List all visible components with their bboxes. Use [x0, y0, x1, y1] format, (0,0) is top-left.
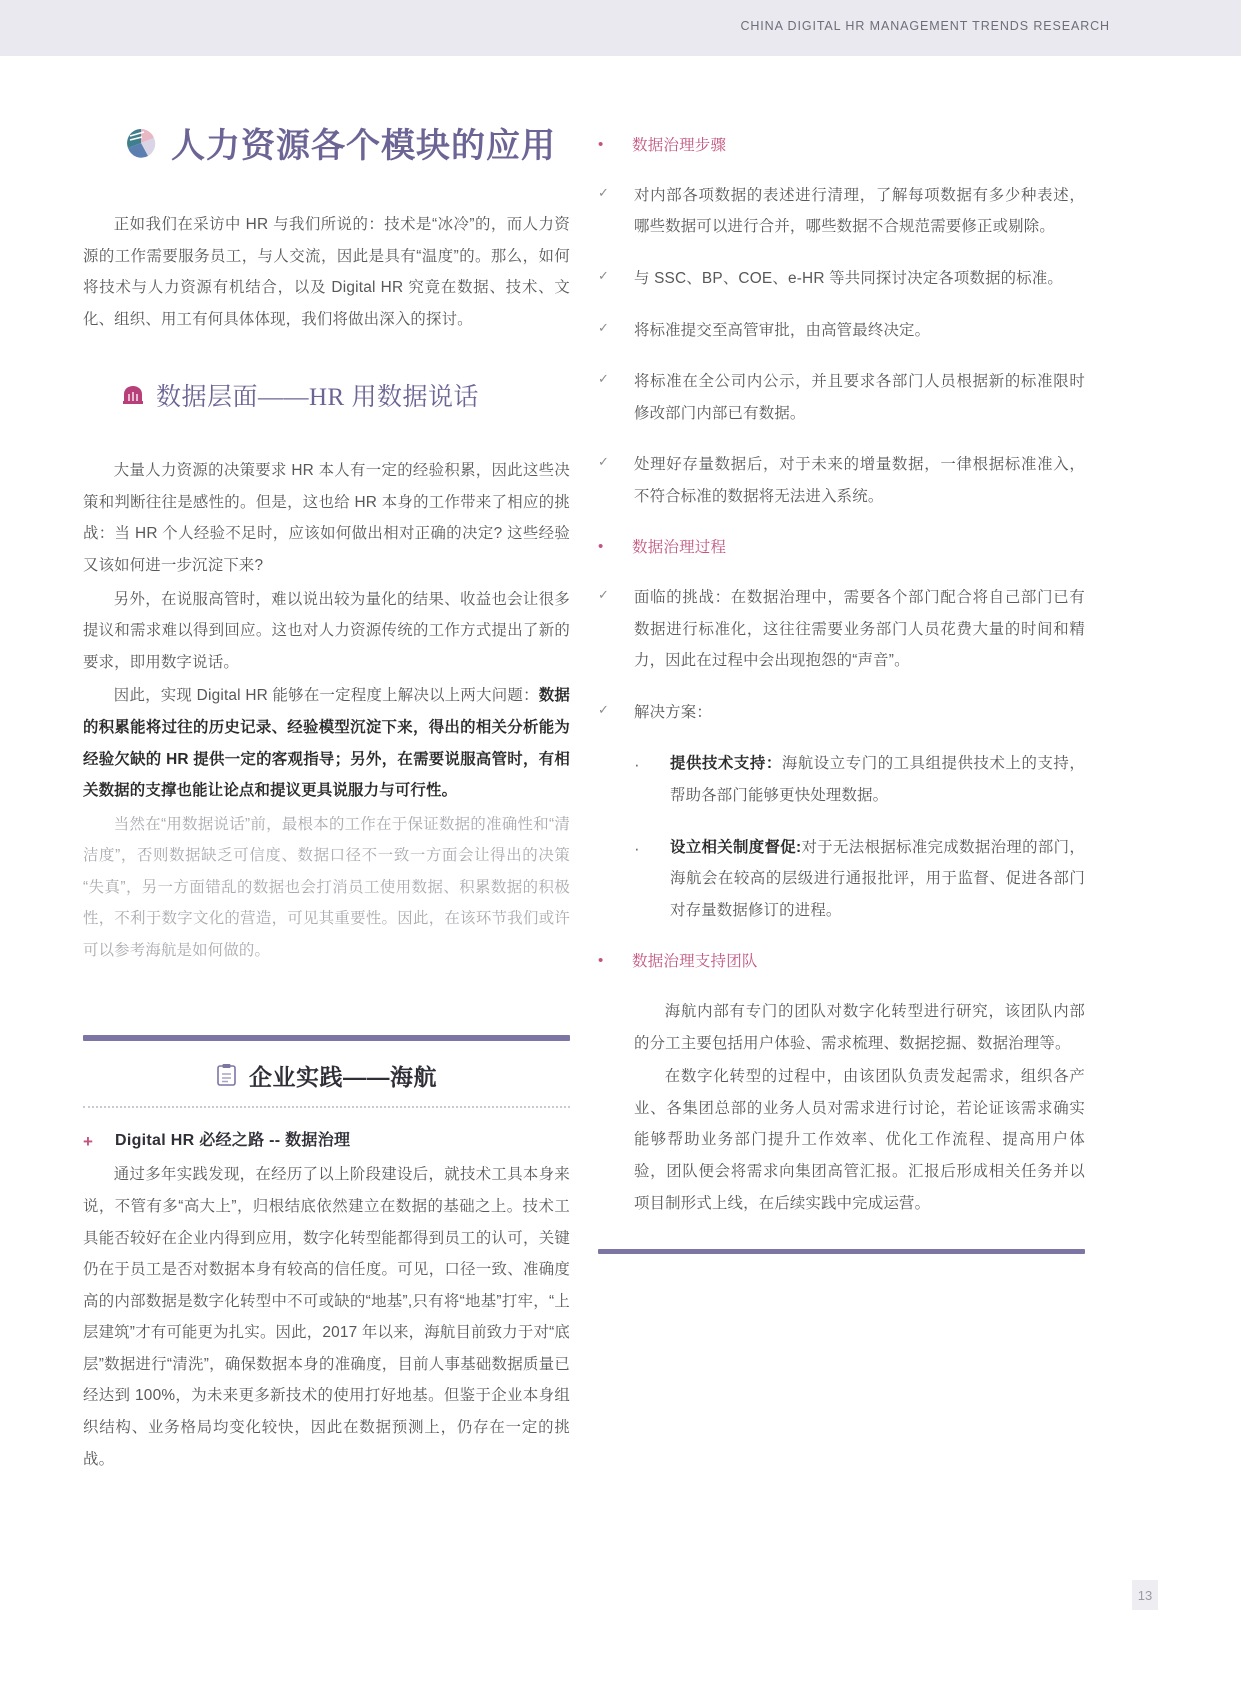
sub-list-item: [634, 748, 1085, 811]
page-number-badge: [1132, 1580, 1158, 1610]
list-item: [598, 366, 1085, 429]
sub-list-item: [634, 832, 1085, 927]
check-icon: ✓: [598, 587, 609, 603]
check-icon: ✓: [598, 319, 609, 335]
crown-icon: [121, 383, 145, 407]
section-heading-row: [598, 130, 1085, 162]
case-study-heading-text: 企业实践——海航: [249, 1063, 437, 1090]
case-study-subheading-text: Digital HR 必经之路 -- 数据治理: [115, 1131, 351, 1149]
sub-list-item-body: 对于无法根据标准完成数据治理的部门，海航会在较高的层级进行通报批评，用于监督、促进各部门对存量数据修订的进程。: [670, 838, 1085, 919]
clipboard-icon: [216, 1063, 237, 1087]
middot-icon: ·: [634, 755, 640, 775]
emphasis-lead: 因此，实现 Digital HR 能够在一定程度上解决以上两大问题：: [113, 687, 539, 705]
list-item: [598, 263, 1085, 295]
page-body: [0, 56, 1241, 1684]
list-item-text: 将标准提交至高管审批，由高管最终决定。: [634, 321, 931, 339]
list-item-text: 与 SSC、BP、COE、e-HR 等共同探讨决定各项数据的标准。: [634, 269, 1064, 287]
pie-chart-icon: [124, 126, 158, 160]
plus-icon: +: [83, 1131, 93, 1151]
spacer: [83, 967, 570, 1009]
check-icon: ✓: [598, 454, 609, 470]
sub-list-item-label: 提供技术支持：: [670, 755, 782, 773]
list-item-text: 将标准在全公司内公示，并且要求各部门人员根据新的标准限时修改部门内部已有数据。: [634, 373, 1085, 422]
check-icon: ✓: [598, 701, 609, 717]
case-study-subheading: [83, 1130, 570, 1154]
sub-list-item-body: 海航设立专门的工具组提供技术上的支持，帮助各部门能够更快处理数据。: [670, 755, 1085, 805]
sub-section-heading-text: 数据层面——HR 用数据说话: [156, 384, 479, 412]
case-study-body: 通过多年实践发现，在经历了以上阶段建设后，就技术工具本身来说，不管有多“高大上”，归根结底依然建立在数据的基础之上。技术工具能否较好在企业内得到应用，数字化转型能都得到员工的认可，关键仍在于员工是否对数据本身有较高的信任度。可见，口径一致、准确度高的内部数据是数字化转型中不可或缺的“地基”,只有将“地基”打牢，“上层建筑”才有可能更为扎实。因此，2017 年以来，海航目前致力于对“底层”数据进行“清洗”，确保数据本身的准确度，目前人事基础数据质量已经达到 100%，为未来更多新技术的使用打好地基。但鉴于企业本身组织结构、业务格局均变化较快，因此在数据预测上，仍存在一定的挑战。: [83, 1166, 570, 1468]
sub-list-item-label: 设立相关制度督促:: [670, 838, 802, 856]
emphasis-paragraph: [83, 680, 570, 806]
list-item: [598, 697, 1085, 729]
sub-list-item-text: [670, 748, 1085, 811]
list-item: [598, 180, 1085, 243]
case-study-dotted-rule: [83, 1106, 570, 1108]
emphasis-bold: 数据的积累能将过往的历史记录、经验模型沉淀下来，得出的相关分析能为经验欠缺的 HR 提供一定的客观指导；另外，在需要说服高管时，有相关数据的支撑也能让论点和提议更具说服力与可行性。: [83, 687, 570, 800]
list-item: [598, 582, 1085, 677]
case-study-top-rule: [83, 1035, 570, 1041]
section-heading-row: [598, 532, 1085, 564]
intro-paragraph: 正如我们在采访中 HR 与我们所说的：技术是“冰冷”的，而人力资源的工作需要服务员工，与人交流，因此是具有“温度”的。那么，如何将技术与人力资源有机结合，以及 Digital HR 究竟在数据、技术、文化、组织、用工有何具体体现，我们将做出深入的探讨。: [83, 216, 570, 328]
left-column: [83, 56, 570, 1475]
list-item: [598, 449, 1085, 512]
paragraph: 在数字化转型的过程中，由该团队负责发起需求，组织各产业、各集团总部的业务人员对需求进行讨论，若论证该需求确实能够帮助业务部门提升工作效率、优化工作流程、提高用户体验，团队便会将需求向集团高管汇报。汇报后形成相关任务并以项目制形式上线，在后续实践中完成运营。: [634, 1068, 1085, 1212]
spacer: [83, 167, 570, 209]
chapter-title-text: 人力资源各个模块的应用: [171, 128, 556, 165]
running-header-title: CHINA DIGITAL HR MANAGEMENT TRENDS RESEARCH: [740, 19, 1110, 33]
check-icon: ✓: [598, 371, 609, 387]
section-heading-text: 数据治理过程: [632, 539, 727, 557]
sub-list-item-text: [670, 832, 1085, 927]
section-heading-text: 数据治理支持团队: [632, 953, 758, 971]
chapter-title: [124, 118, 570, 167]
paragraph: 大量人力资源的决策要求 HR 本人有一定的经验积累，因此这些决策和判断往往是感性的。但是，这也给 HR 本身的工作带来了相应的挑战：当 HR 个人经验不足时，应该如何做出相对正确的决定? 这些经验又该如何进一步沉淀下来?: [83, 462, 570, 575]
sub-section-heading: [121, 377, 570, 413]
right-column: [598, 56, 1085, 1254]
spacer: [83, 413, 570, 455]
bullet-dot-icon: •: [598, 952, 604, 970]
paragraph: 另外，在说服高管时，难以说出较为量化的结果、收益也会让很多提议和需求难以得到回应。这也对人力资源传统的工作方式提出了新的要求，即用数字说话。: [83, 590, 570, 671]
check-icon: ✓: [598, 267, 609, 283]
list-item-text: 对内部各项数据的表述进行清理，了解每项数据有多少种表述，哪些数据可以进行合并，哪些数据不合规范需要修正或剔除。: [634, 186, 1085, 236]
check-icon: ✓: [598, 184, 609, 200]
bullet-dot-icon: •: [598, 136, 604, 153]
section-heading-text: 数据治理步骤: [632, 137, 727, 154]
list-item-text: 面临的挑战：在数据治理中，需要各个部门配合将自己部门已有数据进行标准化，这往往需要业务部门人员花费大量的时间和精力，因此在过程中会出现抱怨的“声音”。: [634, 589, 1085, 670]
case-study-heading: [83, 1059, 570, 1092]
list-item: [598, 315, 1085, 347]
list-item-text: 解决方案：: [634, 703, 712, 721]
section-heading-row: [598, 946, 1085, 978]
middot-icon: ·: [634, 838, 640, 858]
muted-paragraph: 当然在“用数据说话”前，最根本的工作在于保证数据的准确性和“清洁度”，否则数据缺乏可信度、数据口径不一致一方面会让得出的决策“失真”，另一方面错乱的数据也会打消员工使用数据、积累数据的积极性，不利于数字文化的营造，可见其重要性。因此，在该环节我们或许可以参考海航是如何做的。: [83, 815, 570, 959]
spacer: [83, 1009, 570, 1035]
right-column-closing-rule: [598, 1249, 1085, 1254]
spacer: [598, 56, 1085, 130]
list-item-text: 处理好存量数据后，对于未来的增量数据，一律根据标准准入，不符合标准的数据将无法进入系统。: [634, 456, 1085, 505]
page-number: 13: [1137, 1587, 1153, 1603]
spacer: [83, 335, 570, 377]
page-header: [0, 0, 1241, 56]
bullet-dot-icon: •: [598, 538, 604, 556]
paragraph: 海航内部有专门的团队对数字化转型进行研究，该团队内部的分工主要包括用户体验、需求梳理、数据挖掘、数据治理等。: [634, 1003, 1085, 1052]
